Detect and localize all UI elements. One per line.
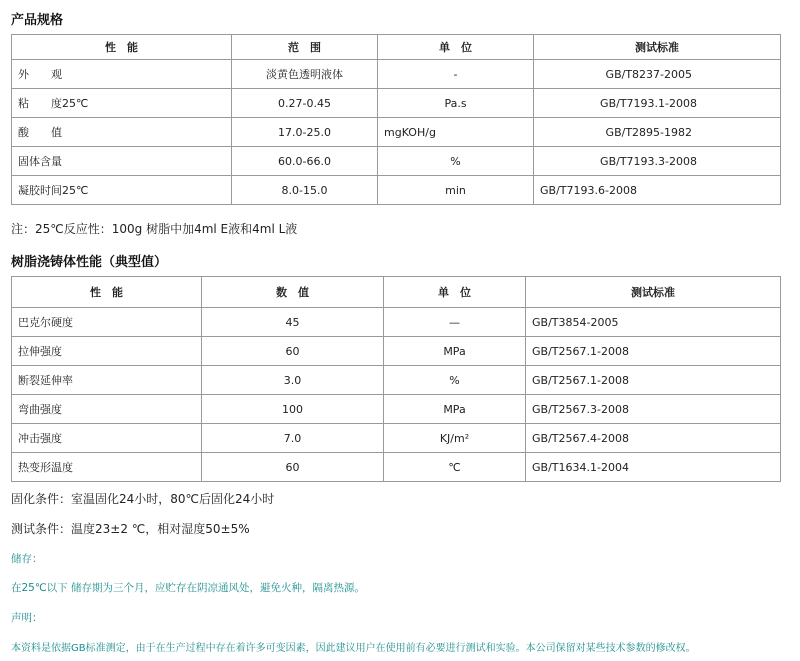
property-cell: 固体含量 bbox=[12, 147, 232, 176]
spec-title: 产品规格 bbox=[11, 13, 64, 28]
unit-cell: mgKOH/g bbox=[378, 118, 534, 147]
table-row bbox=[12, 176, 781, 205]
property-cell: 热变形温度 bbox=[12, 453, 202, 482]
value-cell: 100 bbox=[202, 395, 384, 424]
table-row bbox=[12, 147, 781, 176]
unit-cell: — bbox=[384, 308, 526, 337]
standard-cell: GB/T8237-2005 bbox=[534, 60, 781, 89]
property-cell: 凝胶时间25℃ bbox=[12, 176, 232, 205]
value-cell: 7.0 bbox=[202, 424, 384, 453]
header-value: 数 值 bbox=[202, 277, 384, 308]
cure-conditions: 固化条件：室温固化24小时，80℃后固化24小时 bbox=[11, 492, 275, 506]
unit-cell: MPa bbox=[384, 395, 526, 424]
value-cell: 45 bbox=[202, 308, 384, 337]
header-standard: 测试标准 bbox=[526, 277, 781, 308]
unit-cell: % bbox=[378, 147, 534, 176]
spec-note: 注：25℃反应性：100g 树脂中加4ml E液和4ml L液 bbox=[11, 222, 298, 236]
unit-cell: - bbox=[378, 60, 534, 89]
property-cell: 弯曲强度 bbox=[12, 395, 202, 424]
header-standard: 测试标准 bbox=[534, 35, 781, 60]
standard-cell: GB/T2567.1-2008 bbox=[526, 366, 781, 395]
table-row bbox=[12, 60, 781, 89]
property-cell: 断裂延伸率 bbox=[12, 366, 202, 395]
cast-table bbox=[11, 276, 781, 482]
spec-table bbox=[11, 34, 781, 205]
standard-cell: GB/T7193.1-2008 bbox=[534, 89, 781, 118]
unit-cell: Pa.s bbox=[378, 89, 534, 118]
statement-label: 声明： bbox=[11, 612, 43, 624]
standard-cell: GB/T2567.4-2008 bbox=[526, 424, 781, 453]
standard-cell: GB/T7193.6-2008 bbox=[534, 176, 781, 205]
value-cell: 3.0 bbox=[202, 366, 384, 395]
spec-table-header bbox=[12, 35, 781, 60]
storage-label: 储存： bbox=[11, 553, 43, 565]
standard-cell: GB/T7193.3-2008 bbox=[534, 147, 781, 176]
range-cell: 0.27-0.45 bbox=[232, 89, 378, 118]
table-row bbox=[12, 395, 781, 424]
value-cell: 60 bbox=[202, 337, 384, 366]
standard-cell: GB/T3854-2005 bbox=[526, 308, 781, 337]
range-cell: 8.0-15.0 bbox=[232, 176, 378, 205]
table-row bbox=[12, 424, 781, 453]
property-cell: 外 观 bbox=[12, 60, 232, 89]
header-property: 性 能 bbox=[12, 35, 232, 60]
cast-table-header bbox=[12, 277, 781, 308]
range-cell: 淡黄色透明液体 bbox=[232, 60, 378, 89]
statement-text: 本资料是依据GB标准测定，由于在生产过程中存在着许多可变因素，因此建议用户在使用前有必要进行测试和实验。本公司保留对某些技术参数的修改权。 bbox=[11, 643, 696, 654]
unit-cell: min bbox=[378, 176, 534, 205]
unit-cell: MPa bbox=[384, 337, 526, 366]
header-property: 性 能 bbox=[12, 277, 202, 308]
table-row bbox=[12, 453, 781, 482]
standard-cell: GB/T2567.1-2008 bbox=[526, 337, 781, 366]
table-row bbox=[12, 337, 781, 366]
standard-cell: GB/T1634.1-2004 bbox=[526, 453, 781, 482]
table-row bbox=[12, 118, 781, 147]
table-row bbox=[12, 308, 781, 337]
value-cell: 60 bbox=[202, 453, 384, 482]
header-range: 范 围 bbox=[232, 35, 378, 60]
property-cell: 粘 度25℃ bbox=[12, 89, 232, 118]
table-row bbox=[12, 366, 781, 395]
unit-cell: ℃ bbox=[384, 453, 526, 482]
table-row bbox=[12, 89, 781, 118]
property-cell: 酸 值 bbox=[12, 118, 232, 147]
range-cell: 60.0-66.0 bbox=[232, 147, 378, 176]
property-cell: 冲击强度 bbox=[12, 424, 202, 453]
storage-text: 在25℃以下 储存期为三个月，应贮存在阴凉通风处，避免火种，隔离热源。 bbox=[11, 582, 365, 594]
range-cell: 17.0-25.0 bbox=[232, 118, 378, 147]
header-unit: 单 位 bbox=[384, 277, 526, 308]
standard-cell: GB/T2567.3-2008 bbox=[526, 395, 781, 424]
standard-cell: GB/T2895-1982 bbox=[534, 118, 781, 147]
test-conditions: 测试条件：温度23±2 ℃，相对湿度50±5% bbox=[11, 522, 250, 536]
cast-title: 树脂浇铸体性能（典型值） bbox=[11, 255, 168, 270]
property-cell: 巴克尔硬度 bbox=[12, 308, 202, 337]
unit-cell: KJ/m² bbox=[384, 424, 526, 453]
unit-cell: % bbox=[384, 366, 526, 395]
header-unit: 单 位 bbox=[378, 35, 534, 60]
property-cell: 拉伸强度 bbox=[12, 337, 202, 366]
